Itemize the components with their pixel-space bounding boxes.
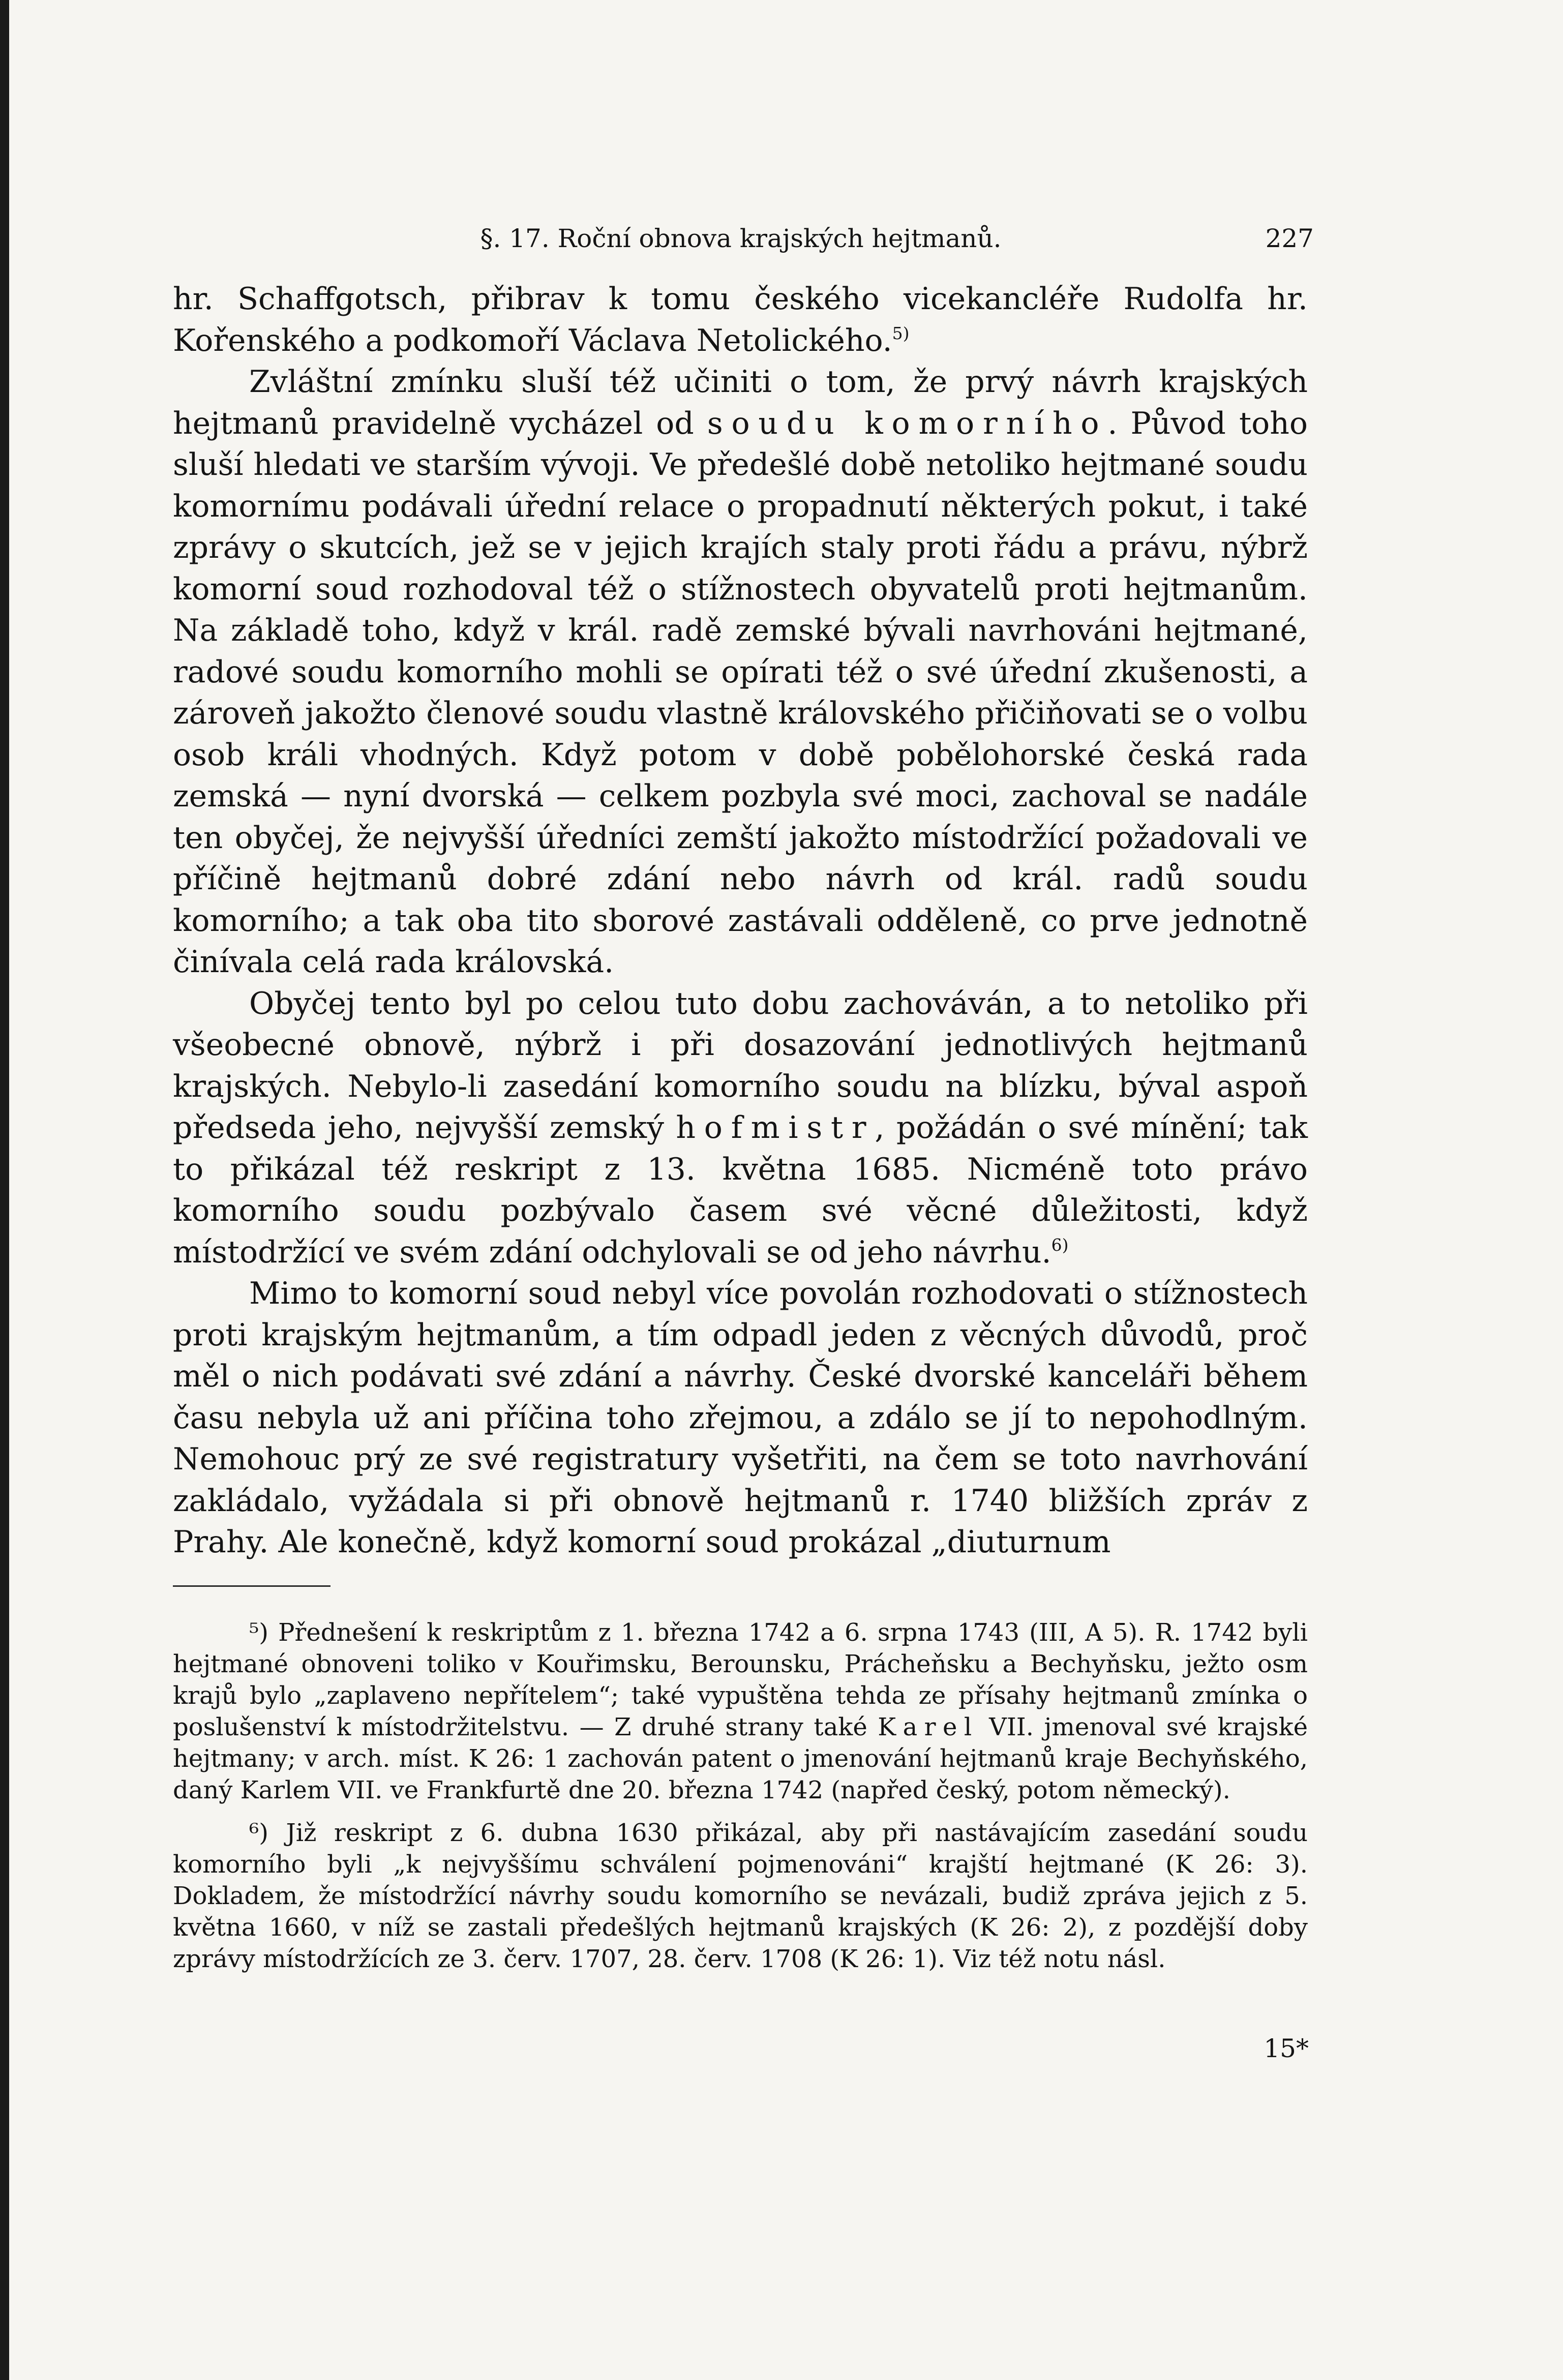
- main-text: [173, 279, 1308, 1563]
- printer-signature-mark: 15*: [1264, 2034, 1309, 2063]
- paragraph-4-text: Mimo to komorní soud nebyl více povolán rozhodovati o stížnostech proti krajským hejtmanům, a tím odpadl jeden z věcných důvodů, proč měl o nich podávati své zdání a návrhy. České dvorské kanceláři během času nebyla už ani příčina toho zřejmou, a zdálo se jí to nepohodlným. Nemohouc prý ze své registratury vyšetřiti, na čem se toto navrhování zakládalo, vyžádala si při obnově hejtmanů r. 1740 bližších zpráv z Prahy. Ale konečně, když komorní soud prokázal „diuturnum: [173, 1276, 1308, 1560]
- page-spine-edge: [0, 0, 9, 2380]
- paragraph-1: [173, 279, 1308, 361]
- footnote-ref-6: 6): [1051, 1234, 1069, 1255]
- paragraph-2-text-b: . Původ toho sluší hledati ve starším vývoji. Ve předešlé době netoliko hejtmané soudu komornímu podávali úřední relace o propadnutí některých pokut, i také zprávy o skutcích, jež se v jejich krajích staly proti řádu a právu, nýbrž komorní soud rozhodoval též o stížnostech obyvatelů proti hejtmanům. Na základě toho, když v král. radě zemské bývali navrhováni hejtmané, radové soudu komorního mohli se opírati též o své úřední zkušenosti, a zároveň jakožto členové soudu vlastně královského přičiňovati se o volbu osob králi vhodných. Když potom v době pobělohorské česká rada zemská — nyní dvorská — celkem pozbyla své moci, zachoval se nadále ten obyčej, že nejvyšší úředníci zemští jakožto místodržící požadovali ve příčině hejtmanů dobré zdání nebo návrh od král. radů soudu komorního; a tak oba tito sborové zastávali odděleně, co prve jednotně činívala celá rada královská.: [173, 405, 1308, 980]
- footnote-5-text-b: VII. jmenoval své krajské hejtmany; v arch. míst. K 26: 1 zachován patent o jmenování hejtmanů kraje Bechyňského, daný Karlem VII. ve Frankfurtě dne 20. března 1742 (napřed český, potom německý).: [173, 1713, 1308, 1804]
- paragraph-4: [173, 1273, 1308, 1563]
- paragraph-2: [173, 361, 1308, 983]
- paragraph-2-text-a: Zvláštní zmínku sluší též učiniti o tom, že prvý návrh krajských hejtmanů pravidelně vycházel od: [173, 364, 1308, 441]
- footnote-5-text-a: ⁵) Přednešení k reskriptům z 1. března 1742 a 6. srpna 1743 (III, A 5). R. 1742 byli hejtmané obnoveni toliko v Kouřimsku, Berounsku, Prácheňsku a Bechyňsku, ježto osm krajů bylo „zaplaveno nepřítelem“; také vypuštěna tehda ze přísahy hejtmanů zmínka o poslušenství k místodržitelstvu. — Z druhé strany také: [173, 1618, 1308, 1741]
- paragraph-3-text-b: , požádán o své mínění; tak to přikázal též reskript z 13. května 1685. Nicméně toto právo komorního soudu pozbývalo časem své věcné důležitosti, když místodržící ve svém zdání odchylovali se od jeho návrhu.: [173, 1110, 1308, 1270]
- page-number: 227: [1265, 224, 1314, 253]
- footnote-ref-5: 5): [892, 323, 910, 343]
- spaced-term-soudu-komorniho: soudu komorního: [707, 405, 1108, 441]
- paragraph-3: [173, 983, 1308, 1274]
- spaced-name-karel: Karel: [878, 1713, 979, 1741]
- footnote-5: [173, 1617, 1308, 1806]
- footnotes: [173, 1617, 1308, 1986]
- paragraph-3-text-a: Obyčej tento byl po celou tuto dobu zachováván, a to netoliko při všeobecné obnově, nýbrž i při dosazování jednotlivých hejtmanů krajských. Nebylo-li zasedání komorního soudu na blízku, býval aspoň předseda jeho, nejvyšší zemský: [173, 985, 1308, 1146]
- running-header: §. 17. Roční obnova krajských hejtmanů.: [480, 224, 1002, 253]
- paragraph-1-text: hr. Schaffgotsch, přibrav k tomu českého vicekancléře Rudolfa hr. Kořenského a podkomoří Václava Netolického.: [173, 281, 1308, 358]
- spaced-term-hofmistr: hofmistr: [676, 1110, 875, 1146]
- footnote-6: [173, 1817, 1308, 1975]
- footnote-6-text: ⁶) Již reskript z 6. dubna 1630 přikázal, aby při nastávajícím zasedání soudu komorního byli „k nejvyššímu schválení pojmenováni“ krajští hejtmané (K 26: 3). Dokladem, že místodržící návrhy soudu komorního se nevázali, budiž zpráva jejich z 5. května 1660, v níž se zastali předešlých hejtmanů krajských (K 26: 2), z pozdější doby zprávy místodržících ze 3. červ. 1707, 28. červ. 1708 (K 26: 1). Viz též notu násl.: [173, 1819, 1308, 1973]
- footnote-divider: [173, 1585, 330, 1587]
